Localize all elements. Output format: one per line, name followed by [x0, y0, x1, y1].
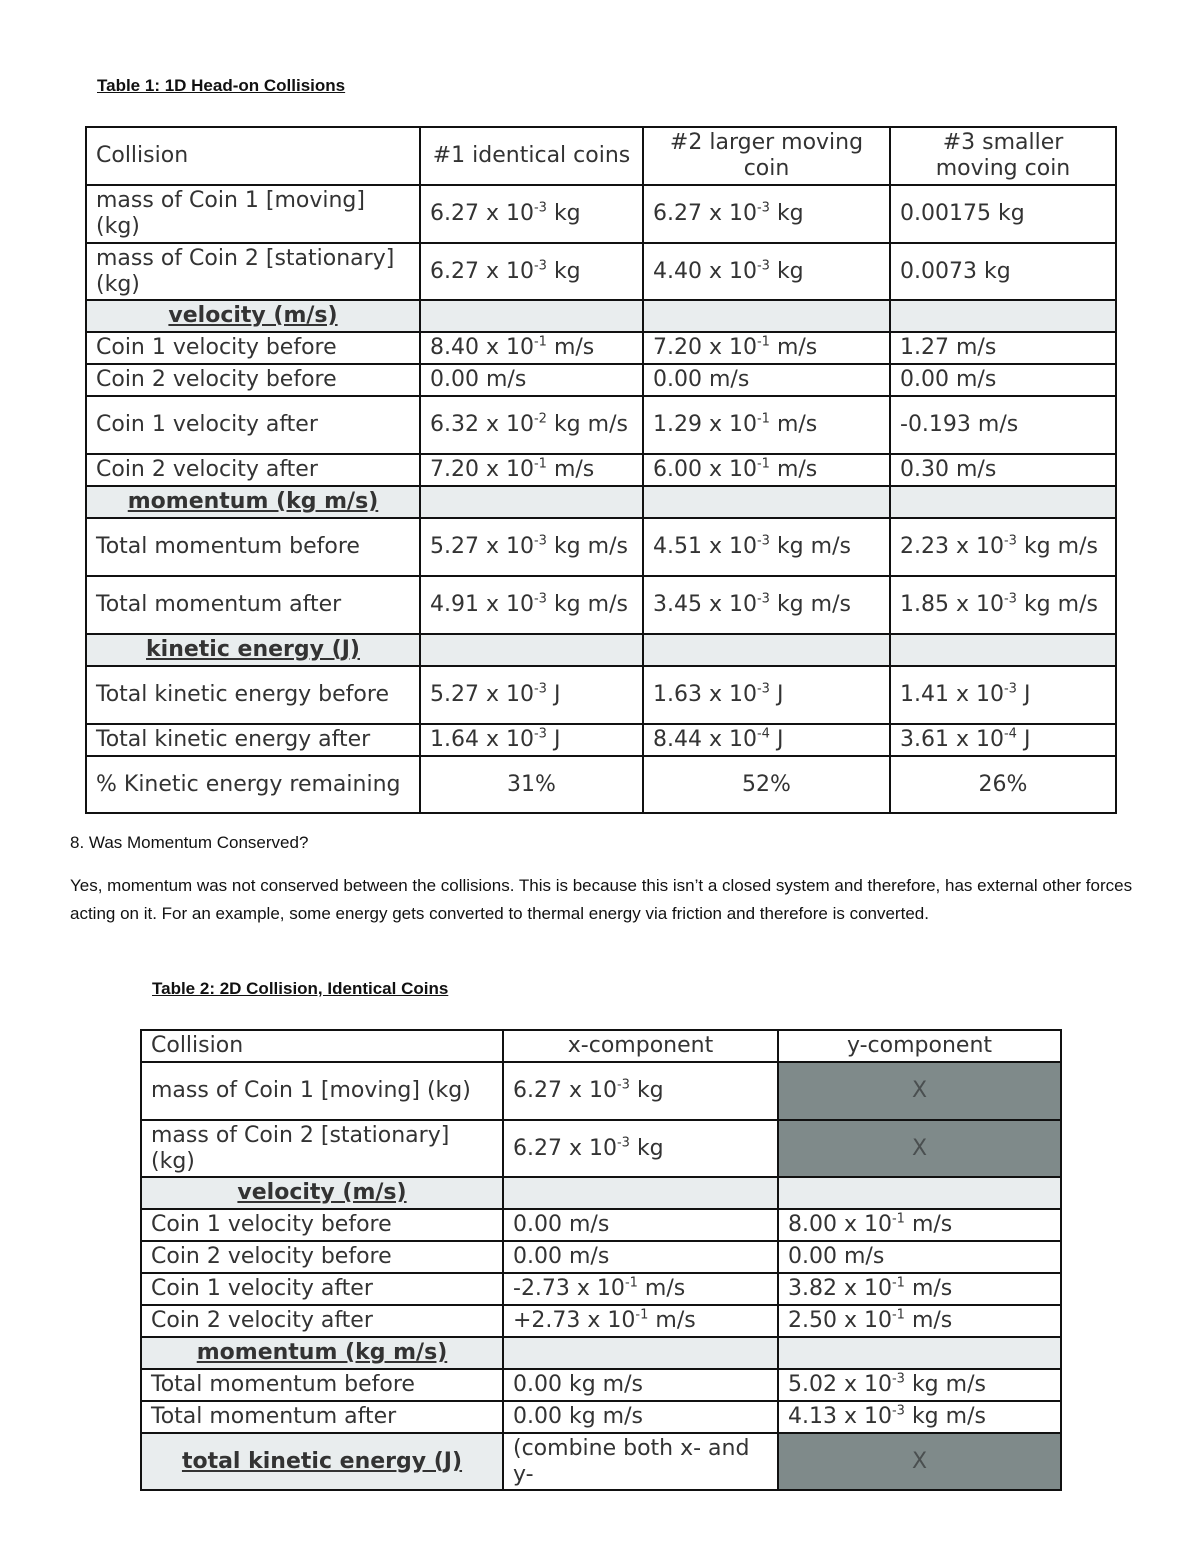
row-label: Coin 2 velocity after	[141, 1305, 503, 1337]
section-empty-cell	[778, 1337, 1061, 1369]
value-cell: 0.30 m/s	[890, 454, 1116, 486]
value-cell: +2.73 x $10^{-1}$ m/s	[503, 1305, 778, 1337]
na-cell: X	[778, 1062, 1061, 1120]
value-cell: 52%	[643, 756, 890, 813]
row-label: Total momentum after	[86, 576, 420, 634]
section-row	[86, 486, 1116, 518]
value-cell: 3.45 x $10^{-3}$ kg m/s	[643, 576, 890, 634]
table1-1d-head-on-collisions	[85, 126, 1117, 814]
value-cell: 7.20 x $10^{-1}$ m/s	[420, 454, 643, 486]
section-empty-cell	[420, 300, 643, 332]
section-empty-cell	[778, 1177, 1061, 1209]
value-cell: 0.00 kg m/s	[503, 1369, 778, 1401]
table-row	[141, 1209, 1061, 1241]
value-cell: 8.40 x $10^{-1}$ m/s	[420, 332, 643, 364]
section-label: momentum (kg m/s)	[86, 486, 420, 518]
value-cell: 0.00 m/s	[890, 364, 1116, 396]
na-cell: X	[778, 1433, 1061, 1490]
value-cell: 6.00 x $10^{-1}$ m/s	[643, 454, 890, 486]
row-label: Coin 2 velocity after	[86, 454, 420, 486]
section-row	[141, 1177, 1061, 1209]
row-label: mass of Coin 2 [stationary] (kg)	[86, 243, 420, 300]
value-cell: 3.82 x $10^{-1}$ m/s	[778, 1273, 1061, 1305]
header-collision: Collision	[86, 127, 420, 185]
value-cell: 1.29 x $10^{-1}$ m/s	[643, 396, 890, 454]
table-row	[141, 1273, 1061, 1305]
value-cell: 6.27 x $10^{-3}$ kg	[420, 243, 643, 300]
header-column-2: y-component	[778, 1030, 1061, 1062]
section-empty-cell	[643, 486, 890, 518]
value-cell: 26%	[890, 756, 1116, 813]
section-label: momentum (kg m/s)	[141, 1337, 503, 1369]
table-row	[86, 396, 1116, 454]
section-empty-cell	[503, 1177, 778, 1209]
section-empty-cell	[503, 1337, 778, 1369]
value-cell: (combine both x- and y-	[503, 1433, 778, 1490]
row-label: Total kinetic energy before	[86, 666, 420, 724]
section-row	[86, 634, 1116, 666]
row-label: mass of Coin 2 [stationary] (kg)	[141, 1120, 503, 1177]
section-empty-cell	[643, 300, 890, 332]
row-label: mass of Coin 1 [moving] (kg)	[141, 1062, 503, 1120]
value-cell: 6.27 x $10^{-3}$ kg	[643, 185, 890, 243]
section-label: velocity (m/s)	[86, 300, 420, 332]
section-empty-cell	[643, 634, 890, 666]
row-label: Coin 2 velocity before	[86, 364, 420, 396]
value-cell: 1.64 x $10^{-3}$ J	[420, 724, 643, 756]
table-row	[86, 454, 1116, 486]
header-collision: Collision	[141, 1030, 503, 1062]
header-row	[86, 127, 1116, 185]
value-cell: 1.41 x $10^{-3}$ J	[890, 666, 1116, 724]
value-cell: 0.00 m/s	[778, 1241, 1061, 1273]
row-label: Total momentum before	[141, 1369, 503, 1401]
table-row	[86, 364, 1116, 396]
value-cell: 1.85 x $10^{-3}$ kg m/s	[890, 576, 1116, 634]
row-label: Coin 1 velocity before	[86, 332, 420, 364]
row-label: % Kinetic energy remaining	[86, 756, 420, 813]
section-label: kinetic energy (J)	[86, 634, 420, 666]
value-cell: 0.00 m/s	[503, 1241, 778, 1273]
table2-2d-collision	[140, 1029, 1062, 1491]
table-row	[86, 332, 1116, 364]
value-cell: 6.27 x $10^{-3}$ kg	[503, 1062, 778, 1120]
table-row	[86, 243, 1116, 300]
row-label: Coin 1 velocity before	[141, 1209, 503, 1241]
table-row	[141, 1369, 1061, 1401]
table-row	[86, 724, 1116, 756]
value-cell: 0.00 m/s	[420, 364, 643, 396]
row-label: Total kinetic energy after	[86, 724, 420, 756]
value-cell: 6.27 x $10^{-3}$ kg	[503, 1120, 778, 1177]
value-cell: 8.00 x $10^{-1}$ m/s	[778, 1209, 1061, 1241]
header-column-2: #2 larger moving coin	[643, 127, 890, 185]
table-row	[86, 756, 1116, 813]
value-cell: 7.20 x $10^{-1}$ m/s	[643, 332, 890, 364]
table-row	[141, 1120, 1061, 1177]
value-cell: 5.02 x $10^{-3}$ kg m/s	[778, 1369, 1061, 1401]
section-empty-cell	[890, 486, 1116, 518]
table1-caption: Table 1: 1D Head-on Collisions	[97, 76, 346, 95]
table-row	[86, 576, 1116, 634]
table-row	[86, 666, 1116, 724]
value-cell: 8.44 x $10^{-4}$ J	[643, 724, 890, 756]
header-row	[141, 1030, 1061, 1062]
table-row	[141, 1401, 1061, 1433]
section-label: velocity (m/s)	[141, 1177, 503, 1209]
question-heading: 8. Was Momentum Conserved?	[70, 833, 309, 852]
table-row	[141, 1241, 1061, 1273]
value-cell: -0.193 m/s	[890, 396, 1116, 454]
table-row	[141, 1433, 1061, 1490]
value-cell: 0.00 m/s	[643, 364, 890, 396]
value-cell: 4.40 x $10^{-3}$ kg	[643, 243, 890, 300]
value-cell: 5.27 x $10^{-3}$ J	[420, 666, 643, 724]
question-answer: Yes, momentum was not conserved between the collisions. This is because this isn’t a closed system and therefore, has external other forces acting on it. For an example, some energy gets converted to thermal energy via friction and therefore is converted.	[70, 876, 1133, 923]
value-cell: 0.00175 kg	[890, 185, 1116, 243]
value-cell: 5.27 x $10^{-3}$ kg m/s	[420, 518, 643, 576]
table-row	[86, 185, 1116, 243]
section-empty-cell	[420, 486, 643, 518]
value-cell: 0.00 m/s	[503, 1209, 778, 1241]
section-empty-cell	[420, 634, 643, 666]
row-label: Coin 2 velocity before	[141, 1241, 503, 1273]
header-column-1: #1 identical coins	[420, 127, 643, 185]
header-column-3: #3 smaller moving coin	[890, 127, 1116, 185]
value-cell: 1.63 x $10^{-3}$ J	[643, 666, 890, 724]
section-empty-cell	[890, 300, 1116, 332]
value-cell: 0.0073 kg	[890, 243, 1116, 300]
row-label: Coin 1 velocity after	[86, 396, 420, 454]
table-row	[141, 1305, 1061, 1337]
value-cell: 4.13 x $10^{-3}$ kg m/s	[778, 1401, 1061, 1433]
row-label: Total momentum before	[86, 518, 420, 576]
section-row	[86, 300, 1116, 332]
value-cell: 4.91 x $10^{-3}$ kg m/s	[420, 576, 643, 634]
value-cell: 3.61 x $10^{-4}$ J	[890, 724, 1116, 756]
value-cell: 6.32 x $10^{-2}$ kg m/s	[420, 396, 643, 454]
table-row	[86, 518, 1116, 576]
section-empty-cell	[890, 634, 1116, 666]
value-cell: 31%	[420, 756, 643, 813]
value-cell: 0.00 kg m/s	[503, 1401, 778, 1433]
row-label: Coin 1 velocity after	[141, 1273, 503, 1305]
value-cell: 6.27 x $10^{-3}$ kg	[420, 185, 643, 243]
na-cell: X	[778, 1120, 1061, 1177]
header-column-1: x-component	[503, 1030, 778, 1062]
row-label: total kinetic energy (J)	[141, 1433, 503, 1490]
table-row	[141, 1062, 1061, 1120]
table2-caption: Table 2: 2D Collision, Identical Coins	[152, 979, 449, 998]
section-row	[141, 1337, 1061, 1369]
value-cell: 4.51 x $10^{-3}$ kg m/s	[643, 518, 890, 576]
value-cell: 2.23 x $10^{-3}$ kg m/s	[890, 518, 1116, 576]
value-cell: -2.73 x $10^{-1}$ m/s	[503, 1273, 778, 1305]
value-cell: 2.50 x $10^{-1}$ m/s	[778, 1305, 1061, 1337]
row-label: mass of Coin 1 [moving] (kg)	[86, 185, 420, 243]
row-label: Total momentum after	[141, 1401, 503, 1433]
value-cell: 1.27 m/s	[890, 332, 1116, 364]
